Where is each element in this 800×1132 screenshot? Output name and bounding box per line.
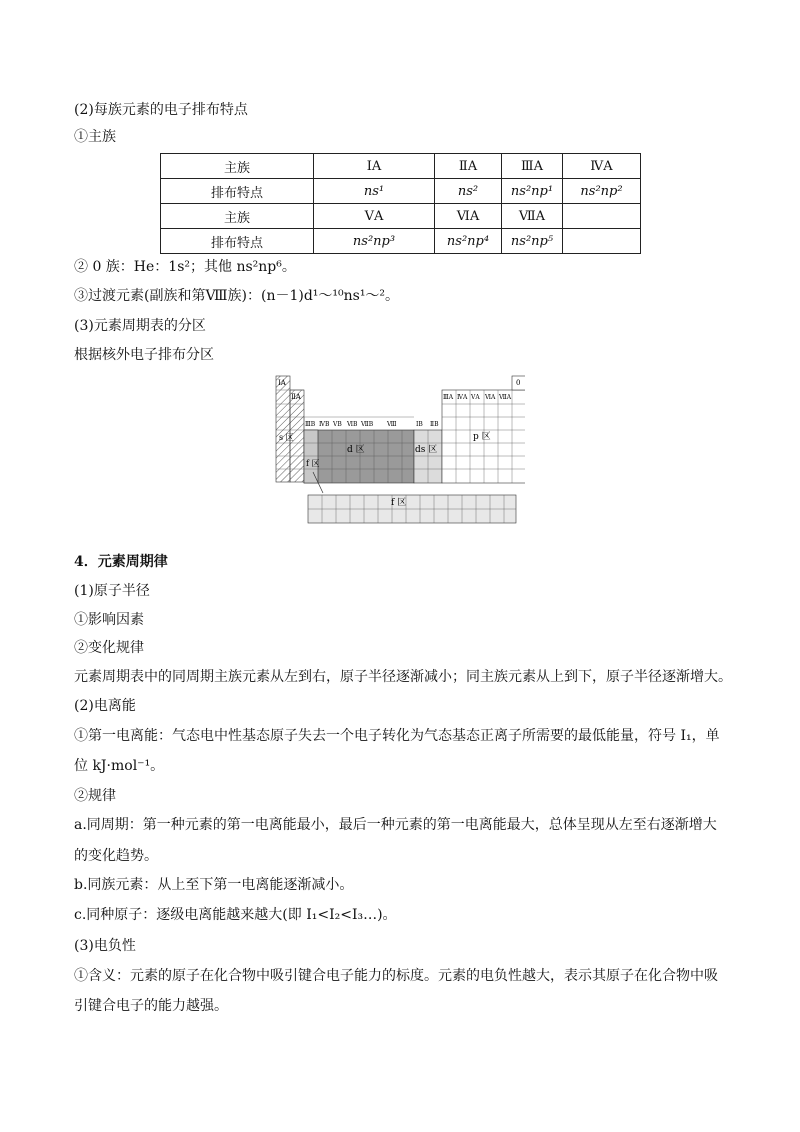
group-label: ⅤB bbox=[333, 421, 342, 428]
table-cell: ns¹ bbox=[314, 179, 435, 204]
p-block-label: p 区 bbox=[473, 432, 491, 442]
first-ionization-line-2: 位 kJ·mol⁻¹。 bbox=[74, 758, 165, 774]
ionization-heading: (2)电离能 bbox=[74, 698, 136, 714]
transition-line: ③过渡元素(副族和第Ⅷ族)：(n－1)d¹～¹⁰ns¹～²。 bbox=[74, 288, 400, 304]
group-label: ⅥB bbox=[347, 421, 358, 428]
table-cell bbox=[563, 229, 641, 254]
radius-rule: 元素周期表中的同周期主族元素从左到右，原子半径逐渐减小；同主族元素从上到下，原子半径逐渐增大。 bbox=[74, 669, 732, 685]
first-ionization-line-1: ①第一电离能：气态电中性基态原子失去一个电子转化为气态基态正离子所需要的最低能量，符号 I₁，单 bbox=[74, 728, 720, 744]
rule-a-line-1: a.同周期：第一种元素的第一电离能最小，最后一种元素的第一电离能最大，总体呈现从左至右逐渐增大 bbox=[74, 817, 717, 833]
group-label: ⅢA bbox=[443, 394, 454, 401]
radius-rule-label: ②变化规律 bbox=[74, 640, 144, 656]
table-row bbox=[161, 179, 641, 204]
d-block-label: d 区 bbox=[347, 445, 365, 455]
table-cell: 主族 bbox=[161, 204, 314, 229]
group-label: ⅡB bbox=[430, 421, 439, 428]
group-label: ⅥA bbox=[485, 394, 496, 401]
table-cell: ⅦA bbox=[502, 204, 563, 229]
f-block-label: f 区 bbox=[391, 498, 407, 508]
table-cell: ns²np² bbox=[563, 179, 641, 204]
table-cell: ⅢA bbox=[502, 154, 563, 179]
rule-c: c.同种原子：逐级电离能越来越大(即 I₁<I₂<I₃…)。 bbox=[74, 907, 397, 923]
group-label: 0 bbox=[516, 379, 521, 387]
table-row bbox=[161, 229, 641, 254]
table-cell: ⅡA bbox=[435, 154, 502, 179]
zero-group-line: ② 0 族：He：1s²；其他 ns²np⁶。 bbox=[74, 259, 296, 275]
section-4-heading: 4．元素周期律 bbox=[74, 554, 168, 570]
radius-heading: (1)原子半径 bbox=[74, 583, 150, 599]
group-label: ⅢB bbox=[305, 421, 316, 428]
group-label: ⅤA bbox=[471, 394, 480, 401]
radius-factors: ①影响因素 bbox=[74, 612, 144, 628]
group-label: ⅠB bbox=[416, 421, 423, 428]
group-configuration-table bbox=[160, 153, 641, 254]
table-cell: 主族 bbox=[161, 154, 314, 179]
table-cell: ns² bbox=[435, 179, 502, 204]
table-cell: ns²np⁵ bbox=[502, 229, 563, 254]
electronegativity-heading: (3)电负性 bbox=[74, 938, 136, 954]
electronegativity-line-1: ①含义：元素的原子在化合物中吸引键合电子能力的标度。元素的电负性越大，表示其原子在化合物中吸 bbox=[74, 968, 718, 984]
table-cell: ns²np³ bbox=[314, 229, 435, 254]
table-cell: ns²np⁴ bbox=[435, 229, 502, 254]
main-group-label: ①主族 bbox=[74, 129, 116, 145]
rule-a-line-2: 的变化趋势。 bbox=[74, 848, 158, 864]
section-2-heading: (2)每族元素的电子排布特点 bbox=[74, 102, 248, 118]
group-label: ⅡA bbox=[291, 393, 301, 401]
table-cell: ⅣA bbox=[563, 154, 641, 179]
table-cell: 排布特点 bbox=[161, 179, 314, 204]
table-cell bbox=[563, 204, 641, 229]
table-row bbox=[161, 154, 641, 179]
table-cell: ⅥA bbox=[435, 204, 502, 229]
section-3-heading: (3)元素周期表的分区 bbox=[74, 318, 206, 334]
rule-label: ②规律 bbox=[74, 788, 116, 804]
group-label: ⅦB bbox=[361, 421, 374, 428]
group-label: ⅠA bbox=[278, 379, 286, 387]
rule-b: b.同族元素：从上至下第一电离能逐渐减小。 bbox=[74, 877, 354, 893]
ds-block-label: ds 区 bbox=[415, 445, 438, 455]
group-label: ⅣA bbox=[457, 394, 468, 401]
periodic-table-diagram bbox=[275, 374, 525, 526]
table-cell: ns²np¹ bbox=[502, 179, 563, 204]
s-block-label: s 区 bbox=[279, 433, 294, 442]
table-cell: 排布特点 bbox=[161, 229, 314, 254]
table-cell: ⅠA bbox=[314, 154, 435, 179]
electronegativity-line-2: 引键合电子的能力越强。 bbox=[74, 998, 228, 1014]
group-label: ⅣB bbox=[319, 421, 330, 428]
table-cell: ⅤA bbox=[314, 204, 435, 229]
group-label: Ⅷ bbox=[387, 421, 397, 428]
table-row bbox=[161, 204, 641, 229]
f-block-arrow-label: f 区 bbox=[306, 459, 320, 468]
group-label: ⅦA bbox=[499, 394, 512, 401]
partition-basis: 根据核外电子排布分区 bbox=[74, 347, 214, 363]
